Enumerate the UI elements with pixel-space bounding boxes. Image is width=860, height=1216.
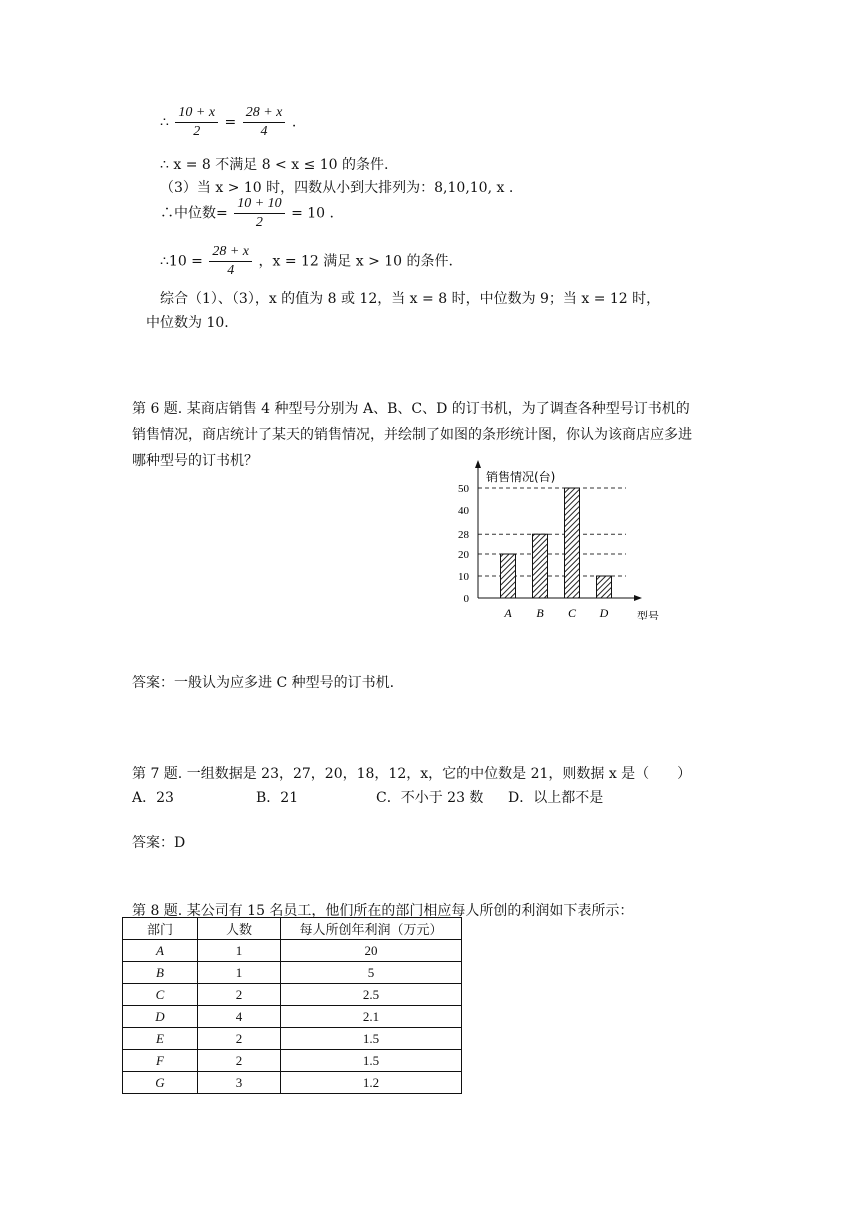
q7-text: 第 7 题. 一组数据是 23，27，20，18，12，x，它的中位数是 21，则数据 x 是（ ） [132, 766, 692, 782]
q7-option-c: C．不小于 23 数 [376, 790, 484, 806]
table-row: E 2 1.5 [123, 1028, 462, 1050]
q7-option-a: A．23 [132, 790, 174, 806]
x-tick-label: D [599, 606, 609, 620]
y-axis-arrow-icon [475, 460, 481, 468]
y-tick-labels [458, 483, 470, 605]
y-tick-label: 0 [463, 593, 469, 605]
x-tick-label: C [567, 606, 577, 620]
y-tick-label: 50 [458, 483, 469, 495]
table-row: D 4 2.1 [123, 1006, 462, 1028]
therefore-symbol: ∴ [160, 114, 169, 131]
y-tick-label: 10 [458, 571, 469, 583]
solution-line-5: ∴10 = $\frac{28 + x}{4}$ ，x = 12 满足 x > 10 的条件. [160, 244, 453, 278]
bar-A [501, 554, 516, 598]
solution-line-1: ∴ $\frac{10 + x}{2}$ = $\frac{28 + x}{4}$ . [160, 105, 297, 139]
equals-sign: = [224, 114, 237, 131]
solution-line-6: 综合（1）、（3），x 的值为 8 或 12，当 x = 8 时，中位数为 9；当 x = 12 时， [160, 291, 661, 307]
q6-text: 第 6 题. 某商店销售 4 种型号分别为 A、B、C、D 的订书机，为了调查各种型号订书机的 销售情况，商店统计了某天的销售情况，并绘制了如图的条形统计图，你认为该商店应多进 哪种型号的订书机？ [132, 401, 692, 469]
solution-line-7: 中位数为 10. [146, 315, 229, 331]
solution-line-3: （3）当 x > 10 时，四数从小到大排列为：8,10,10, x . [160, 180, 514, 196]
x-axis-label: 型号 [637, 610, 659, 620]
q8-text: 第 8 题. 某公司有 15 名员工，他们所在的部门相应每人所创的利润如下表所示： [132, 903, 634, 919]
table-row: F 2 1.5 [123, 1050, 462, 1072]
sales-bar-chart [446, 458, 672, 620]
bars [501, 488, 612, 598]
chart-title: 销售情况(台) [486, 470, 556, 484]
fraction: $\frac{28 + x}{4}$ [243, 104, 286, 141]
x-tick-labels [503, 606, 608, 620]
q6-answer: 答案：一般认为应多进 C 种型号的订书机. [132, 675, 395, 691]
fraction: $\frac{10 + 10}{2}$ [234, 195, 284, 232]
bar-C [565, 488, 580, 598]
header-count: 人数 [198, 918, 281, 940]
header-profit: 每人所创年利润（万元） [281, 918, 462, 940]
x-tick-label: A [504, 606, 512, 620]
fraction: $\frac{10 + x}{2}$ [175, 104, 218, 141]
q7-answer: 答案：D [132, 835, 186, 851]
table-row: A 1 20 [123, 940, 462, 962]
solution-line-2: ∴ x = 8 不满足 8 < x ≤ 10 的条件. [160, 157, 389, 173]
y-tick-label: 40 [458, 505, 469, 517]
table-row: C 2 2.5 [123, 984, 462, 1006]
table-row: G 3 1.2 [123, 1072, 462, 1094]
bar-B [533, 534, 548, 598]
y-tick-label: 28 [458, 529, 469, 542]
header-department: 部门 [123, 918, 198, 940]
y-tick-label: 20 [458, 549, 469, 561]
profit-table [122, 917, 462, 1094]
q7-option-d: D．以上都不是 [508, 790, 604, 806]
x-axis-arrow-icon [634, 595, 642, 601]
bar-D [597, 576, 612, 598]
solution-line-4: ∴中位数= $\frac{10 + 10}{2}$ = 10 . [160, 196, 334, 230]
x-tick-label: B [536, 606, 544, 620]
table-header-row [123, 918, 462, 940]
table-row: B 1 5 [123, 962, 462, 984]
q7-option-b: B．21 [256, 790, 299, 806]
fraction: $\frac{28 + x}{4}$ [209, 243, 252, 280]
